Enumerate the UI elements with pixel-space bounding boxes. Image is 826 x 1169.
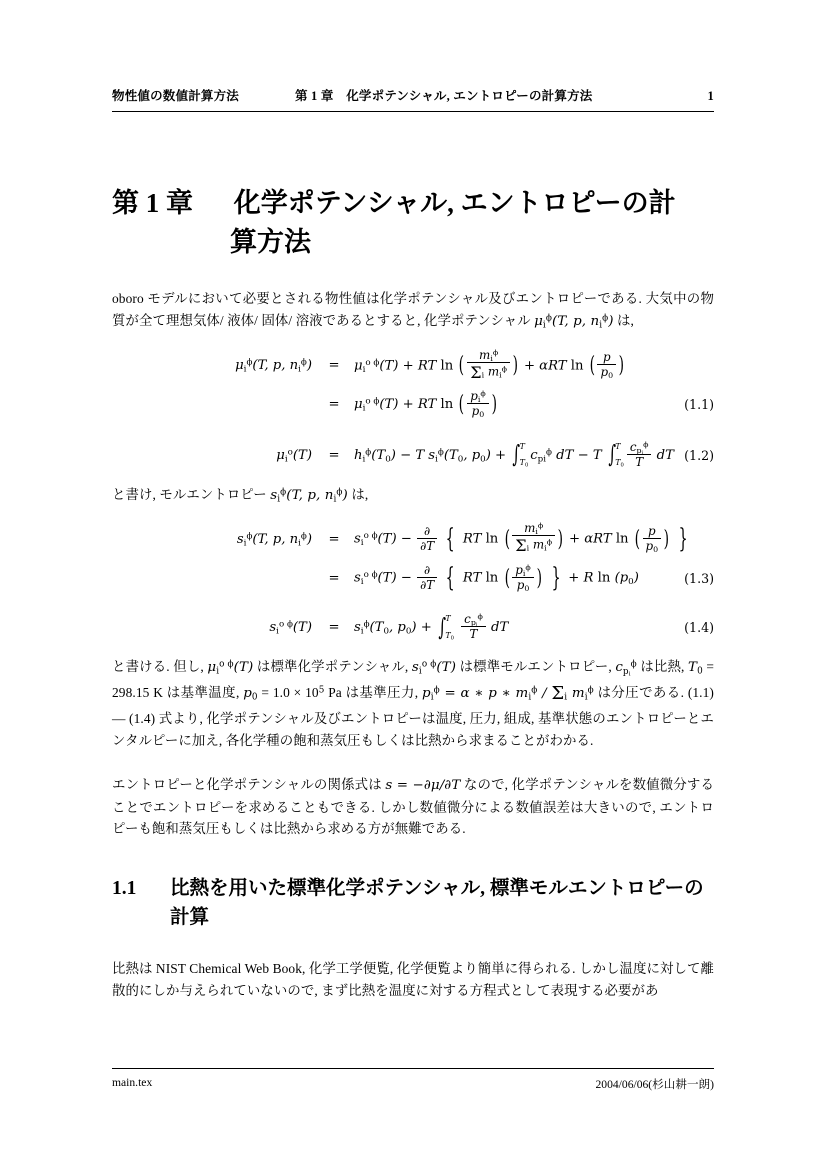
equation-tag-1-1: (1.1) — [684, 396, 714, 412]
equation-1-4-relation: = — [328, 620, 340, 636]
running-head — [112, 86, 714, 112]
equation-group-2 — [112, 522, 714, 642]
page-number: 1 — [707, 89, 714, 103]
paragraph-conclusion — [112, 656, 714, 751]
chapter-number: 第 1 章 — [112, 188, 193, 218]
equation-1-1-row-1 — [112, 349, 714, 383]
page-content — [112, 86, 714, 1002]
equation-1-3-lhs: $s_i^\phi(T$, p, $n_i^\phi$) — [236, 531, 312, 549]
paragraph-after-eq1 — [112, 484, 714, 507]
equation-1-2-lhs: $\mu_i^o(T)$ — [276, 447, 312, 465]
page-footer — [112, 1068, 714, 1092]
equation-tag-1-4: (1.4) — [684, 620, 714, 636]
chapter-title-line1: 化学ポテンシャル, エントロピーの計 — [233, 188, 676, 218]
section-number: 1.1 — [112, 877, 137, 899]
equation-1-1-row-2 — [112, 390, 714, 419]
footer-date-author: 2004/06/06(杉山耕一朗) — [595, 1078, 714, 1091]
paragraph-entropy-relation-part2: なので, 化学ポテンシャルを数値微分することでエントロピーを求めることもできる. しかし数値微分による数値誤差は大きいので, エントロピーも飽和蒸気圧もしくは比熱から求める方が無難である. — [112, 776, 714, 837]
inline-math-s-o: $s_i^{o \phi}(T)$ — [411, 659, 457, 677]
equation-1-2-relation: = — [328, 447, 340, 463]
inline-math-pi-def: $p_i^\phi = \alpha$ ∗ p ∗ $m_i^\phi / \Sigma_i$ $m_i^\phi$ — [422, 683, 594, 705]
equation-tag-1-3: (1.3) — [684, 570, 714, 586]
inline-math-s: $s_i^\phi(T$, p, $n_i^\phi$) — [270, 487, 348, 505]
inline-math-p0: $p_0$ — [243, 686, 258, 703]
equation-1-1-relation-2: = — [328, 396, 340, 412]
paragraph-conclusion-part7: Pa は基準圧力, — [328, 685, 419, 701]
paragraph-intro-tail: は, — [617, 312, 634, 328]
chapter-title — [112, 184, 714, 262]
paragraph-entropy-relation — [112, 774, 714, 840]
footer-filename: main.tex — [112, 1076, 153, 1089]
inline-math-s-eq: s = −∂μ/∂T — [385, 777, 461, 793]
inline-math-mu-o: $\mu_i^{o \phi}(T)$ — [207, 659, 254, 677]
section-title-line1: 比熱を用いた標準化学ポテンシャル, 標準モルエントロピーの — [170, 877, 704, 899]
equation-1-4-row — [112, 613, 714, 642]
paragraph-conclusion-part5: = 298.15 K は基準温度, — [112, 659, 714, 701]
section-title-line2: 計算 — [170, 907, 210, 929]
equation-1-3-row-1 — [112, 522, 714, 556]
equation-1-3-rhs-2: $s_i^{o \phi}(T)$ − $\frac{\partial}{\partial T}$ { RT ln ( $\frac{p_i^\phi}{p_0}$ ) } + R $\ln (p_0)$ — [354, 562, 639, 594]
inline-math-mu: $\mu_i^\phi(T$, p, $n_i^\phi$) — [534, 313, 614, 331]
paragraph-after-eq1-tail: は, — [351, 486, 369, 502]
paragraph-conclusion-part3: は標準モルエントロピー, — [459, 659, 612, 675]
paragraph-conclusion-part1: と書ける. 但し, — [112, 659, 204, 675]
running-head-middle: 第 1 章 化学ポテンシャル, エントロピーの計算方法 — [295, 89, 593, 103]
equation-1-2-row — [112, 441, 714, 470]
equation-1-1-relation: = — [328, 358, 340, 374]
paragraph-intro-text: oboro モデルにおいて必要とされる物性値は化学ポテンシャル及びエントロピーである. 大気中の物質が全て理想気体/ 液体/ 固体/ 溶液であるとすると, 化学ポテンシャル — [112, 291, 714, 328]
inline-math-cp: $c_{p_i}^\phi$ — [615, 659, 637, 678]
equation-1-4-rhs: $s_i^\phi(T_0$, $p_0$) + ∫ T $T_0$ $\frac{c_{p_i}^\phi}{T}$ dT — [354, 612, 509, 642]
equation-1-1-rhs: $\mu_i^{o \phi}(T)$ + RT ln ( $\frac{m_i^\phi}{\Sigma_i m_i^\phi}$ ) + αRT ln ( $\frac{p}{p_0}$ ) — [354, 347, 625, 382]
equation-1-3-relation-2: = — [328, 570, 340, 586]
paragraph-section-body: 比熱は NIST Chemical Web Book, 化学工学便覧, 化学便覧より簡単に得られる. しかし温度に対して離散的にしか与えられていないので, まず比熱を温度に対する方程式として表現する必要があ — [112, 961, 714, 999]
paragraph-after-eq1-text: と書け, モルエントロピー — [112, 486, 267, 502]
paragraph-conclusion-part2: は標準化学ポテンシャル, — [256, 659, 409, 675]
section-heading — [112, 874, 714, 933]
chapter-title-line2: 算方法 — [230, 227, 311, 258]
paragraph-conclusion-part8: は分圧である. (1.1) — (1.4) 式より, 化学ポテンシャル及びエントロピーは温度, 圧力, 組成, 基準状態のエントロピーとエンタルピーに加え, 各化学種の飽和蒸気圧もしくは比熱から求まることがわかる. — [112, 685, 714, 749]
equation-1-1-rhs-2: $\mu_i^{o \phi}(T)$ + RT ln ( $\frac{p_i^\phi}{p_0}$ ) — [354, 388, 497, 419]
paragraph-conclusion-part4: は比熱, — [640, 659, 685, 675]
equation-group-1 — [112, 349, 714, 470]
equation-1-1-lhs: $\mu_i^\phi(T$, p, $n_i^\phi$) — [235, 357, 312, 375]
equation-tag-1-2: (1.2) — [684, 447, 714, 463]
paragraph-intro — [112, 288, 714, 332]
inline-math-exponent-5: 5 — [318, 685, 325, 696]
paragraph-conclusion-part6: = 1.0 × 10 — [261, 685, 319, 701]
paragraph-entropy-relation-part1: エントロピーと化学ポテンシャルの関係式は — [112, 776, 382, 792]
equation-1-3-rhs: $s_i^{o \phi}(T)$ − $\frac{\partial}{\partial T}$ { RT ln ( $\frac{m_i^\phi}{\Sigma_i m_i^\phi}$ ) + αRT ln ( $\frac{p}{p_0}$ ) } — [354, 521, 688, 556]
running-head-left: 物性値の数値計算方法 — [112, 89, 240, 103]
inline-math-t0: $T_0$ — [688, 660, 703, 677]
equation-1-3-relation: = — [328, 531, 340, 547]
equation-1-2-rhs: $h_i^\phi(T_0) - T$ $s_i^\phi(T_0$, $p_0$) + ∫ T $T_0$ $c_{pi}^\phi$ dT − T ∫ T $T_0$ $\frac{c_{p_i}^\phi}{T}$ dT — [354, 439, 674, 469]
equation-1-4-lhs: $s_i^{o \phi}(T)$ — [269, 619, 312, 637]
equation-1-3-row-2 — [112, 563, 714, 593]
